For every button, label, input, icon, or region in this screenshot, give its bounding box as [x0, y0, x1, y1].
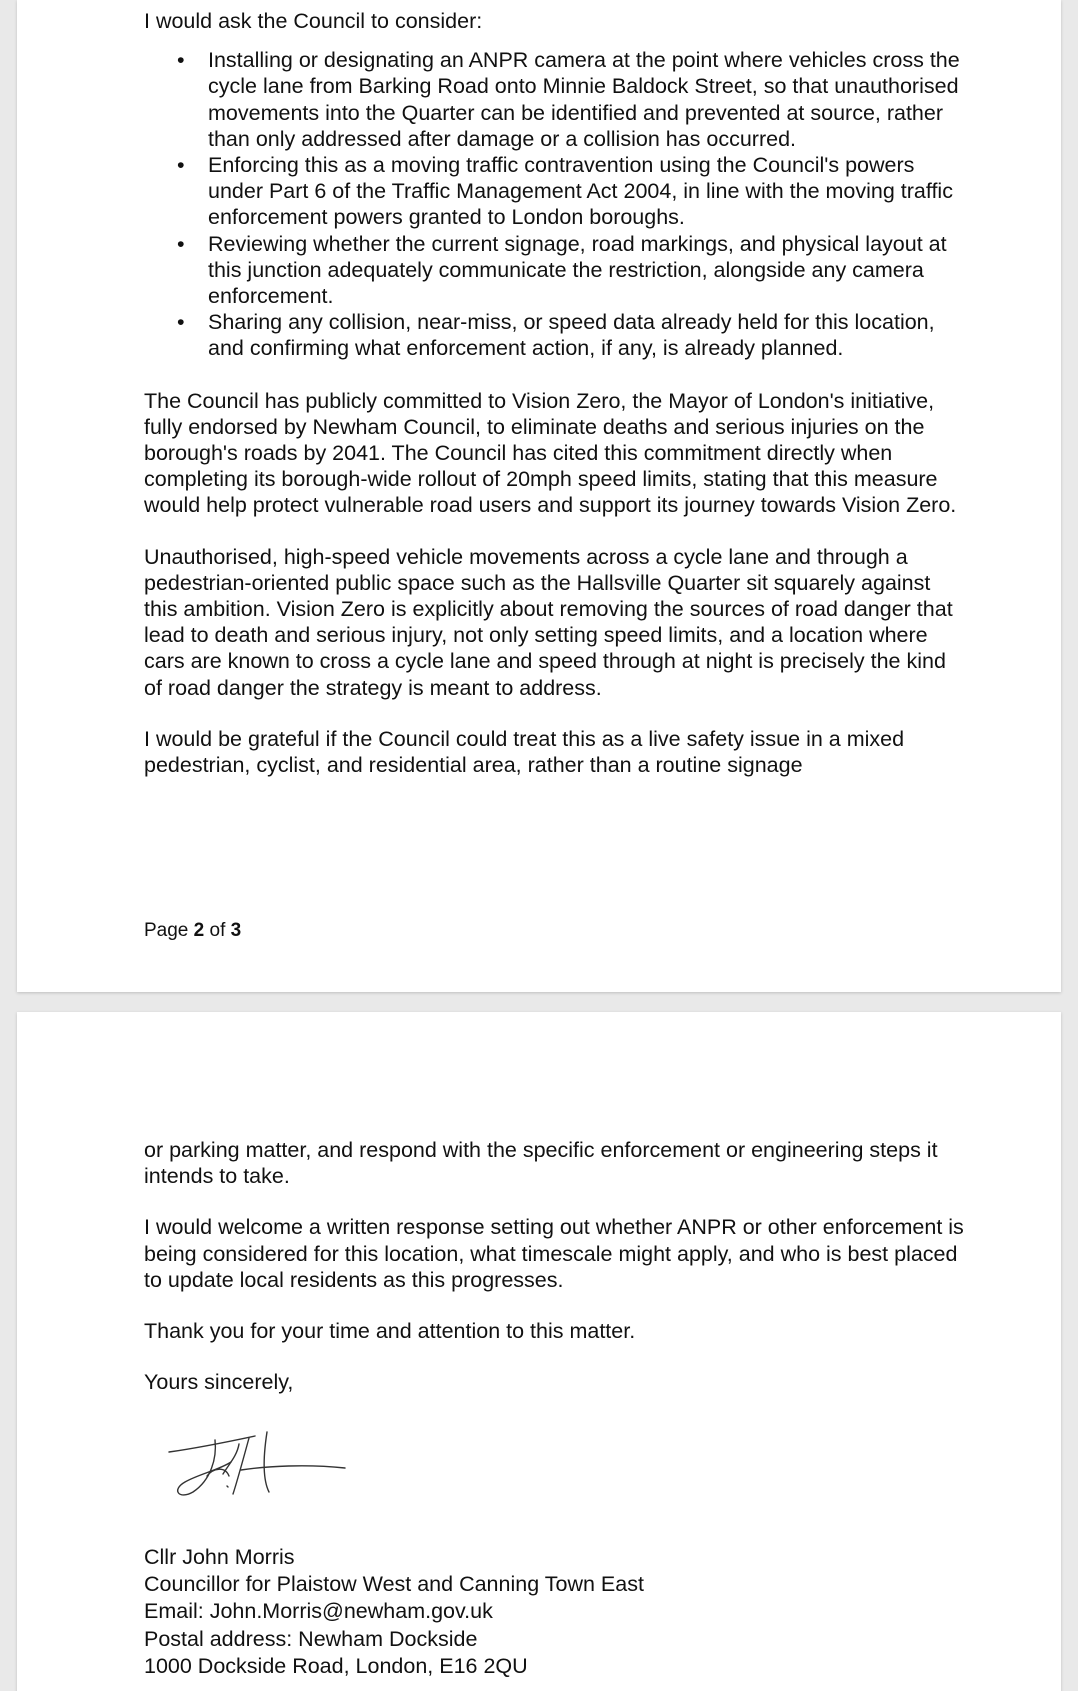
unauthorised-movements-paragraph: Unauthorised, high-speed vehicle movements across a cycle lane and through a pedestrian-oriented public space such as the Hallsville Quarter sit squarely against this ambition. Vision Zero is explicitly about removing the sources of road danger that lead to death and serious injury, not only setting speed limits, and a location where cars are known to cross a cycle lane and speed through at night is precisely the kind of road danger the strategy is meant to address.	[144, 544, 953, 700]
list-item-text: Reviewing whether the current signage, road markings, and physical layout at this junction adequately communicate the restriction, alongside any camera enforcement.	[208, 231, 947, 309]
intro-text: I would ask the Council to consider:	[144, 9, 483, 33]
request-list	[144, 47, 964, 361]
list-item-text: Enforcing this as a moving traffic contravention using the Council's powers under Part 6 of the Traffic Management Act 2004, in line with the moving traffic enforcement powers granted to London boroughs.	[208, 153, 953, 230]
handwritten-signature	[167, 1430, 367, 1510]
list-item	[177, 231, 964, 310]
total-pages-number: 3	[230, 920, 242, 941]
list-item-text: Sharing any collision, near-miss, or speed data already held for this location, and confirming what enforcement action, if any, is already planned.	[208, 310, 935, 361]
page-of-label: of	[204, 920, 231, 941]
signatory-email: Email: John.Morris@newham.gov.uk	[144, 1599, 493, 1624]
response-request-paragraph: I would welcome a written response setting out whether ANPR or other enforcement is being considered for this location, what timescale might apply, and who is best placed to update local residents as this progresses.	[144, 1215, 964, 1292]
document-page-2	[17, 0, 1061, 992]
bullet-icon: •	[177, 153, 185, 178]
signatory-name: Cllr John Morris	[144, 1545, 295, 1569]
thanks-paragraph: Thank you for your time and attention to this matter.	[144, 1319, 636, 1344]
list-item-text: Installing or designating an ANPR camera at the point where vehicles cross the cycle lane from Barking Road onto Minnie Baldock Street, so that unauthorised movements into the Quarter can be identified and prevented at source, rather than only addressed after damage or a collision has occurred.	[208, 48, 960, 151]
continued-paragraph: or parking matter, and respond with the specific enforcement or engineering steps it intends to take.	[144, 1138, 938, 1189]
signature-block	[144, 1544, 644, 1680]
signatory-role: Councillor for Plaistow West and Canning Town East	[144, 1572, 644, 1597]
current-page-number: 2	[193, 920, 205, 941]
page-body	[144, 1137, 964, 1420]
grateful-paragraph: I would be grateful if the Council could treat this as a live safety issue in a mixed pedestrian, cyclist, and residential area, rather than a routine signage	[144, 726, 905, 778]
document-page-3	[17, 1012, 1061, 1691]
page-label: Page	[144, 920, 194, 941]
vision-zero-paragraph: The Council has publicly committed to Vision Zero, the Mayor of London's initiative, fully endorsed by Newham Council, to eliminate deaths and serious injuries on the borough's roads by 2041. The Council has cited this commitment directly when completing its borough-wide rollout of 20mph speed limits, stating that this measure would help protect vulnerable road users and support its journey towards Vision Zero.	[144, 388, 957, 518]
bullet-icon: •	[177, 231, 185, 256]
bullet-icon: •	[177, 48, 185, 73]
signatory-street-address: 1000 Dockside Road, London, E16 2QU	[144, 1653, 528, 1678]
bullet-icon: •	[177, 310, 185, 335]
list-item	[177, 47, 964, 152]
page-footer	[144, 920, 241, 942]
signatory-postal-address: Postal address: Newham Dockside	[144, 1626, 478, 1651]
closing-text: Yours sincerely,	[144, 1370, 294, 1395]
list-item	[177, 152, 964, 231]
page-body	[144, 8, 964, 803]
list-item	[177, 309, 964, 361]
